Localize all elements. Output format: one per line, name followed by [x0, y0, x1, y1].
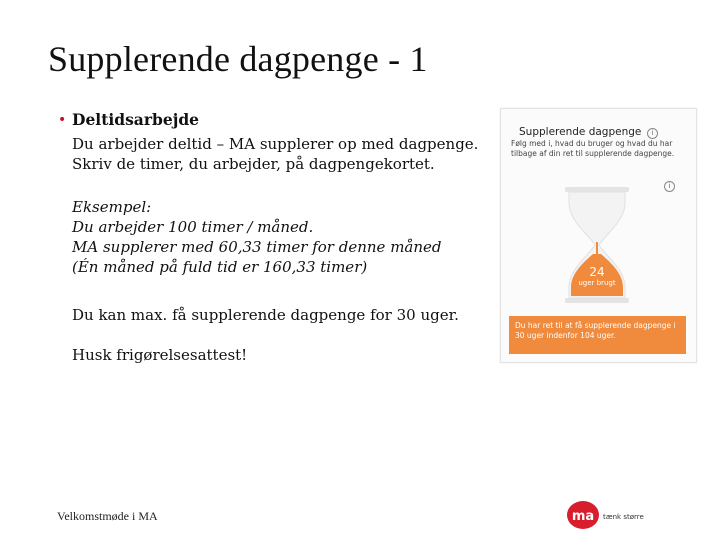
example-line-4: (Én måned på fuld tid er 160,33 timer)	[72, 258, 368, 276]
info-icon: i	[664, 181, 675, 192]
card-banner: Du har ret til at få supplerende dagpenge i 30 uger indenfor 104 uger.	[509, 316, 686, 354]
ma-logo	[566, 500, 600, 530]
max-weeks-line: Du kan max. få supplerende dagpenge for 30 uger.	[72, 306, 459, 324]
info-icon: i	[647, 128, 658, 139]
body-line-1: Du arbejder deltid – MA supplerer op med dagpenge.	[72, 135, 479, 153]
bullet-dot-icon: •	[58, 112, 67, 128]
example-line-3: MA supplerer med 60,33 timer for denne måned	[72, 238, 442, 256]
slide-title: Supplerende dagpenge - 1	[48, 39, 428, 79]
bullet-heading: Deltidsarbejde	[72, 110, 200, 129]
example-line-1: Eksempel:	[72, 198, 152, 216]
weeks-used-label: uger brugt	[578, 279, 616, 287]
reminder-line: Husk frigørelsesattest!	[72, 346, 248, 364]
weeks-used-value: 24	[589, 265, 605, 279]
svg-text:ma: ma	[571, 509, 595, 524]
footer-text: Velkomstmøde i MA	[57, 509, 158, 523]
card-title: Supplerende dagpenge	[519, 126, 642, 138]
body-line-2: Skriv de timer, du arbejder, på dagpengekortet.	[72, 155, 435, 173]
example-line-2: Du arbejder 100 timer / måned.	[72, 218, 314, 236]
card-subtitle: Følg med i, hvad du bruger og hvad du har tilbage af din ret til supplerende dagpenge.	[511, 139, 675, 158]
logo-tagline: tænk større	[603, 513, 644, 521]
supplement-card-image	[500, 108, 697, 363]
